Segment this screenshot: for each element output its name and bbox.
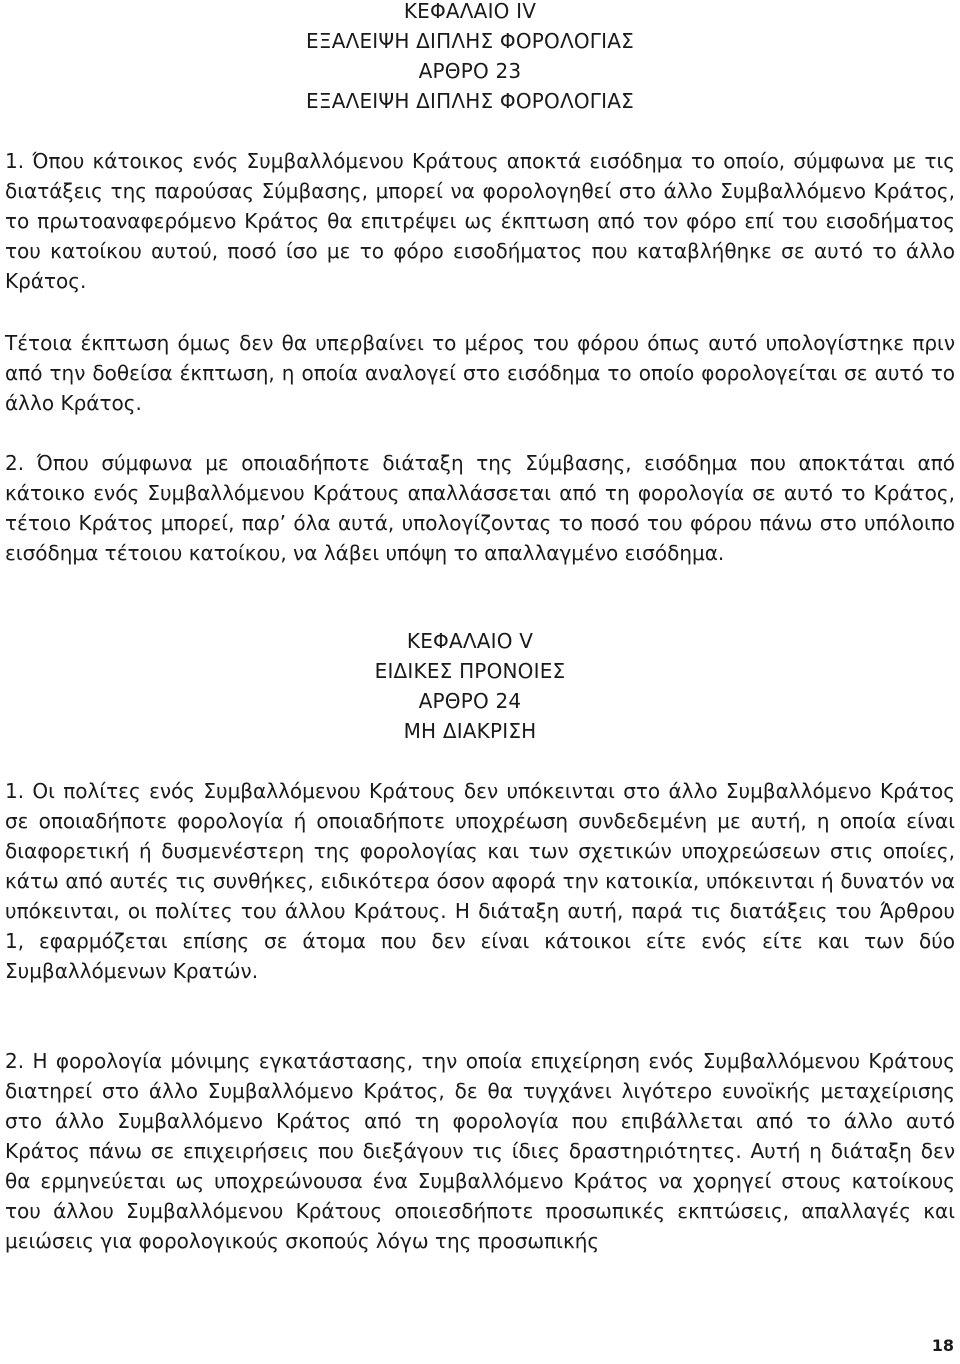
article-23-paragraph-2: 2. Όπου σύμφωνα με οποιαδήποτε διάταξη της Σύμβασης, εισόδημα που αποκτάται από κάτοικο ενός Συμβαλλόμενου Κράτους απαλλάσσεται από τη φορολογία σε αυτό το Κράτος, τέτοιο Κράτος μπορεί, παρ’ όλα αυτά, υπολογίζοντας το ποσό του φόρου πάνω στο υπόλοιπο εισόδημα τέτοιου κατοίκου, να λάβει υπόψη το απαλλαγμένο εισόδημα. xyxy=(5,451,955,565)
article-24-heading: ΑΡΘΡΟ 24 xyxy=(418,689,522,713)
article-23-title: ΕΞΑΛΕΙΨΗ ΔΙΠΛΗΣ ΦΟΡΟΛΟΓΙΑΣ xyxy=(306,89,634,113)
page-number: 18 xyxy=(931,1336,954,1355)
article-24-paragraph-1: 1. Οι πολίτες ενός Συμβαλλόμενου Κράτους δεν υπόκεινται στο άλλο Συμβαλλόμενο Κράτος σε οποιαδήποτε φορολογία ή οποιαδήποτε υποχρέωση συνδεδεμένη με αυτή, η οποία είναι διαφορετική ή δυσμενέστερη της φορολογίας και των σχετικών υποχρεώσεων στις οποίες, κάτω από αυτές τις συνθήκες, ειδικότερα όσον αφορά την κατοικία, υπόκεινται ή δυνατόν να υπόκεινται, οι πολίτες του άλλου Κράτους. Η διάταξη αυτή, παρά τις διατάξεις του Άρθρου 1, εφαρμόζεται επίσης σε άτομα που δεν είναι κάτοικοι είτε ενός είτε και των δύο Συμβαλλόμενων Κρατών. xyxy=(5,779,955,983)
chapter-5-heading: ΚΕΦΑΛΑΙΟ V xyxy=(406,629,534,653)
article-23-paragraph-1-continued: Τέτοια έκπτωση όμως δεν θα υπερβαίνει το μέρος του φόρου όπως αυτό υπολογίστηκε πριν από την δοθείσα έκπτωση, η οποία αναλογεί στο εισόδημα το οποίο φορολογείται σε αυτό το άλλο Κράτος. xyxy=(5,331,955,415)
chapter-4-heading: ΚΕΦΑΛΑΙΟ IV xyxy=(403,0,537,23)
article-24-paragraph-2: 2. Η φορολογία μόνιμης εγκατάστασης, την οποία επιχείρηση ενός Συμβαλλόμενου Κράτους διατηρεί στο άλλο Συμβαλλόμενο Κράτος, δε θα τυγχάνει λιγότερο ευνοϊκής μεταχείρισης στο άλλο Συμβαλλόμενο Κράτος από τη φορολογία που επιβάλλεται από το άλλο αυτό Κράτος πάνω σε επιχειρήσεις που διεξάγουν τις ίδιες δραστηριότητες. Αυτή η διάταξη δεν θα ερμηνεύεται ως υποχρεώνουσα ένα Συμβαλλόμενο Κράτος να χορηγεί στους κατοίκους του άλλου Συμβαλλόμενου Κράτους οποιεσδήποτε προσωπικές εκπτώσεις, απαλλαγές και μειώσεις για φορολογικούς σκοπούς λόγω της προσωπικής xyxy=(5,1049,955,1253)
article-24-title: ΜΗ ΔΙΑΚΡΙΣΗ xyxy=(403,719,537,743)
chapter-5-title: ΕΙΔΙΚΕΣ ΠΡΟΝΟΙΕΣ xyxy=(374,659,566,683)
article-23-paragraph-1: 1. Όπου κάτοικος ενός Συμβαλλόμενου Κράτους αποκτά εισόδημα το οποίο, σύμφωνα με τις διατάξεις της παρούσας Σύμβασης, μπορεί να φορολογηθεί στο άλλο Συμβαλλόμενο Κράτος, το πρωτοαναφερόμενο Κράτος θα επιτρέψει ως έκπτωση από τον φόρο επί του εισοδήματος του κατοίκου αυτού, ποσό ίσο με το φόρο εισοδήματος που καταβλήθηκε σε αυτό το άλλο Κράτος. xyxy=(5,149,955,293)
article-23-heading: ΑΡΘΡΟ 23 xyxy=(418,59,522,83)
chapter-4-title: ΕΞΑΛΕΙΨΗ ΔΙΠΛΗΣ ΦΟΡΟΛΟΓΙΑΣ xyxy=(306,29,634,53)
